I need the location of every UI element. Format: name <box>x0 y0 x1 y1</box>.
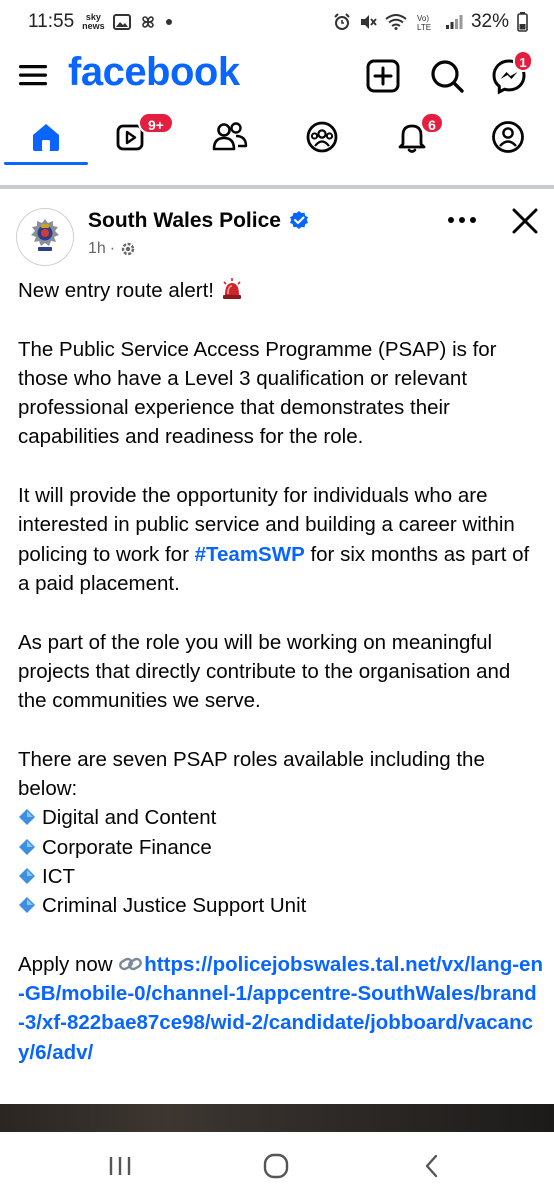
alarm-icon <box>333 13 351 31</box>
list-item: ICT <box>18 862 543 891</box>
post-paragraph: The Public Service Access Programme (PSAP) is for those who have a Level 3 qualification or relevant professional experience that demonstrates their capabilities and readiness for the role. <box>18 337 497 449</box>
close-icon <box>508 204 542 238</box>
list-item: Corporate Finance <box>18 833 543 862</box>
mute-icon <box>359 13 377 31</box>
wifi-icon <box>385 14 407 30</box>
top-bar <box>0 48 554 104</box>
profile-icon <box>490 119 526 155</box>
plus-square-icon <box>361 54 405 98</box>
search-icon <box>425 54 469 98</box>
list-item: Digital and Content <box>18 803 543 832</box>
back-button[interactable] <box>412 1150 452 1182</box>
post-paragraph: It will provide the opportunity for individuals who are interested in public service and building a career within policing to work for #TeamSWP for six months as part of a paid placement. <box>18 484 530 595</box>
post-paragraph: New entry route alert! <box>18 276 543 305</box>
blue-diamond-icon <box>18 838 36 856</box>
feed-divider <box>0 185 554 189</box>
sky-news-icon: sky news <box>82 12 105 31</box>
recent-apps-button[interactable] <box>100 1150 140 1182</box>
messenger-button[interactable] <box>487 54 531 98</box>
hide-post-button[interactable] <box>508 204 542 238</box>
svg-text:Vo): Vo) <box>416 14 429 23</box>
home-icon <box>29 120 63 154</box>
home-circle-icon <box>261 1152 291 1180</box>
signal-icon <box>445 14 463 30</box>
meta-separator: · <box>109 240 116 257</box>
tab-bar <box>0 108 554 168</box>
messenger-badge: 1 <box>513 50 533 72</box>
post-time[interactable]: 1h <box>88 240 106 257</box>
page-name[interactable]: South Wales Police <box>88 209 281 232</box>
recent-apps-icon <box>107 1154 133 1178</box>
gallery-icon <box>113 14 131 30</box>
blue-diamond-icon <box>18 867 36 885</box>
police-crest-icon <box>17 209 73 265</box>
facebook-logo[interactable]: facebook <box>68 50 240 94</box>
volte-icon <box>415 13 437 31</box>
svg-text:LTE: LTE <box>416 23 432 31</box>
verified-badge-icon <box>289 210 309 235</box>
status-bar <box>0 0 554 44</box>
battery-icon <box>517 12 528 32</box>
siren-icon <box>220 278 244 300</box>
blue-diamond-icon <box>18 896 36 914</box>
groups-icon <box>304 119 340 155</box>
create-button[interactable] <box>361 54 405 98</box>
post-paragraph: As part of the role you will be working on meaningful projects that directly contribute to the organisation and the communities we serve. <box>18 630 511 713</box>
friends-icon <box>211 119 249 155</box>
post-header <box>0 196 554 270</box>
blue-diamond-icon <box>18 808 36 826</box>
system-nav-bar <box>0 1132 554 1200</box>
hashtag-link[interactable]: #TeamSWP <box>194 542 305 566</box>
post-paragraph: Apply now https://policejobswales.tal.net/vx/lang-en-GB/mobile-0/channel-1/appcentre-SouthWales/brand-3/xf-822bae87ce98/wid-2/candidate/jobboard/vacancy/6/adv/ <box>18 952 543 1064</box>
tab-video[interactable] <box>86 108 178 166</box>
post-paragraph: There are seven PSAP roles available including the below: <box>18 747 485 801</box>
status-time: 11:55 <box>28 11 75 32</box>
dot-icon <box>165 18 173 26</box>
tab-profile[interactable] <box>462 108 554 166</box>
tab-home[interactable] <box>0 108 92 166</box>
battery-percent: 32% <box>470 11 509 32</box>
tab-notifications[interactable] <box>366 108 458 166</box>
notifications-badge: 6 <box>420 112 444 134</box>
page-avatar[interactable] <box>16 208 74 266</box>
more-options-button[interactable] <box>444 206 480 234</box>
search-button[interactable] <box>425 54 469 98</box>
back-icon <box>421 1153 443 1179</box>
more-horizontal-icon <box>444 206 480 234</box>
pinwheel-icon <box>139 13 157 31</box>
apply-link[interactable]: https://policejobswales.tal.net/vx/lang-en-GB/mobile-0/channel-1/appcentre-SouthWales/brand-3/xf-822bae87ce98/wid-2/candidate/jobboard/vacancy/6/adv/ <box>18 952 543 1064</box>
list-item: Criminal Justice Support Unit <box>18 891 543 920</box>
post-meta <box>88 240 137 258</box>
link-preview-image[interactable] <box>0 1104 554 1132</box>
gear-icon <box>119 240 137 258</box>
tab-groups[interactable] <box>276 108 368 166</box>
video-badge: 9+ <box>138 112 174 134</box>
home-button[interactable] <box>256 1150 296 1182</box>
post-text <box>18 276 543 1067</box>
link-icon <box>118 954 144 974</box>
hamburger-icon[interactable] <box>18 60 48 90</box>
tab-active-indicator <box>4 162 88 165</box>
tab-friends[interactable] <box>184 108 276 166</box>
